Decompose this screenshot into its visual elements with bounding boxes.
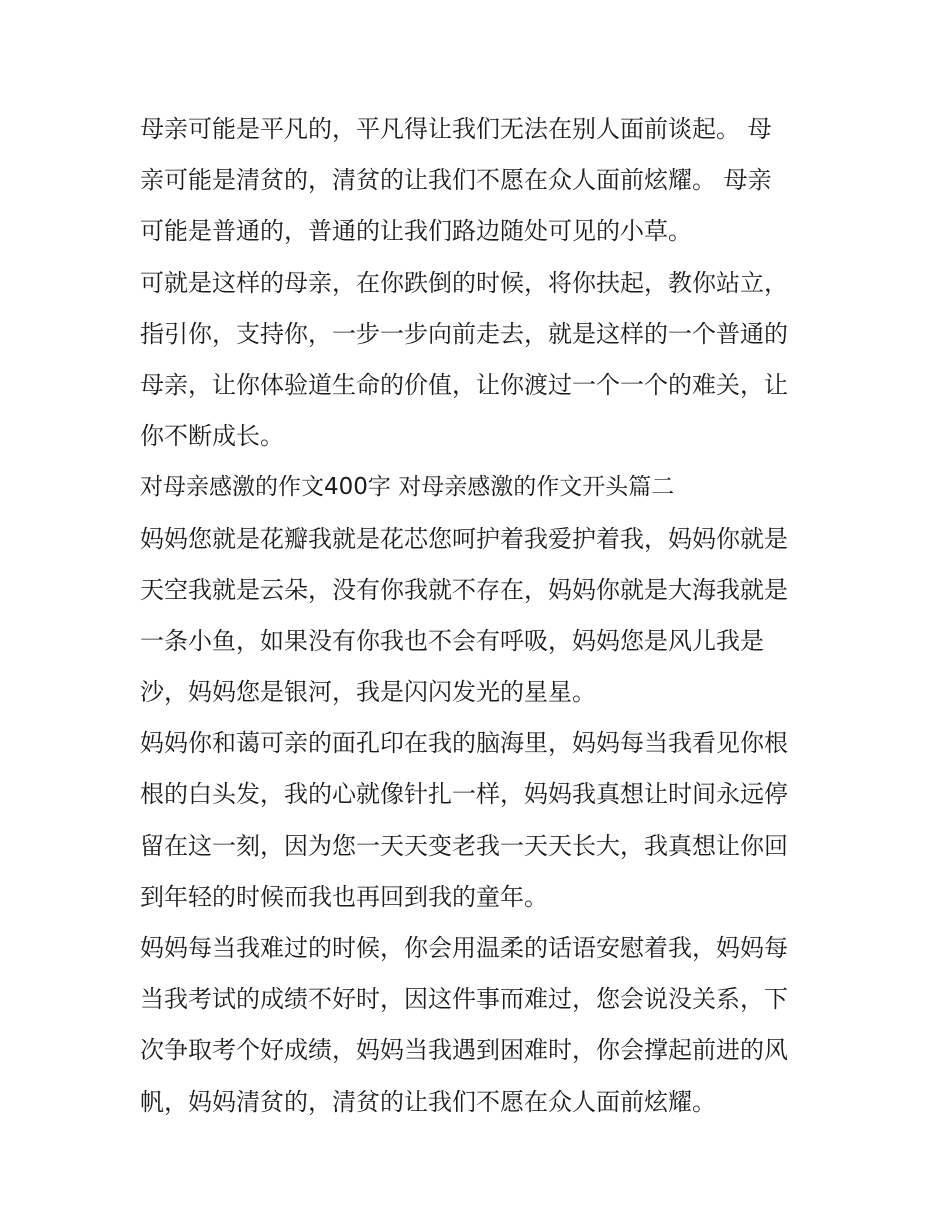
text-line: 根的白头发，我的心就像针扎一样，妈妈我真想让时间永远停: [140, 780, 788, 809]
text-line: 妈妈你和蔼可亲的面孔印在我的脑海里，妈妈每当我看见你根: [140, 729, 788, 758]
text-line: 可就是这样的母亲，在你跌倒的时候，将你扶起，教你站立，: [140, 268, 788, 297]
text-line: 到年轻的时候而我也再回到我的童年。: [140, 882, 548, 911]
text-line: 亲可能是清贫的，清贫的让我们不愿在众人面前炫耀。 母亲: [140, 166, 772, 195]
text-line: 妈妈每当我难过的时候，你会用温柔的话语安慰着我，妈妈每: [140, 934, 788, 962]
text-line: 母亲，让你体验道生命的价值，让你渡过一个一个的难关，让: [140, 370, 788, 399]
text-line: 当我考试的成绩不好时，因这件事而难过，您会说没关系，下: [140, 985, 788, 1014]
text-line: 一条小鱼，如果没有你我也不会有呼吸，妈妈您是风儿我是: [140, 626, 764, 655]
document-body: [140, 104, 820, 1128]
text-line: 可能是普通的，普通的让我们路边随处可见的小草。: [140, 217, 692, 246]
text-line: 妈妈您就是花瓣我就是花芯您呵护着我爱护着我，妈妈你就是: [140, 524, 788, 553]
text-line: 次争取考个好成绩，妈妈当我遇到困难时，你会撑起前进的风: [140, 1036, 788, 1065]
text-line: 帆，妈妈清贫的，清贫的让我们不愿在众人面前炫耀。: [140, 1087, 716, 1116]
text-line: 留在这一刻，因为您一天天变老我一天天长大，我真想让你回: [140, 831, 788, 860]
text-line: 指引你，支持你，一步一步向前走去，就是这样的一个普通的: [140, 319, 788, 348]
section-heading: 对母亲感激的作文400字 对母亲感激的作文开头篇二: [140, 474, 675, 501]
text-line: 沙，妈妈您是银河，我是闪闪发光的星星。: [140, 678, 596, 707]
text-line: 母亲可能是平凡的，平凡得让我们无法在别人面前谈起。 母: [140, 115, 772, 143]
text-line: 天空我就是云朵，没有你我就不存在，妈妈你就是大海我就是: [140, 575, 788, 604]
text-line: 你不断成长。: [140, 422, 284, 451]
